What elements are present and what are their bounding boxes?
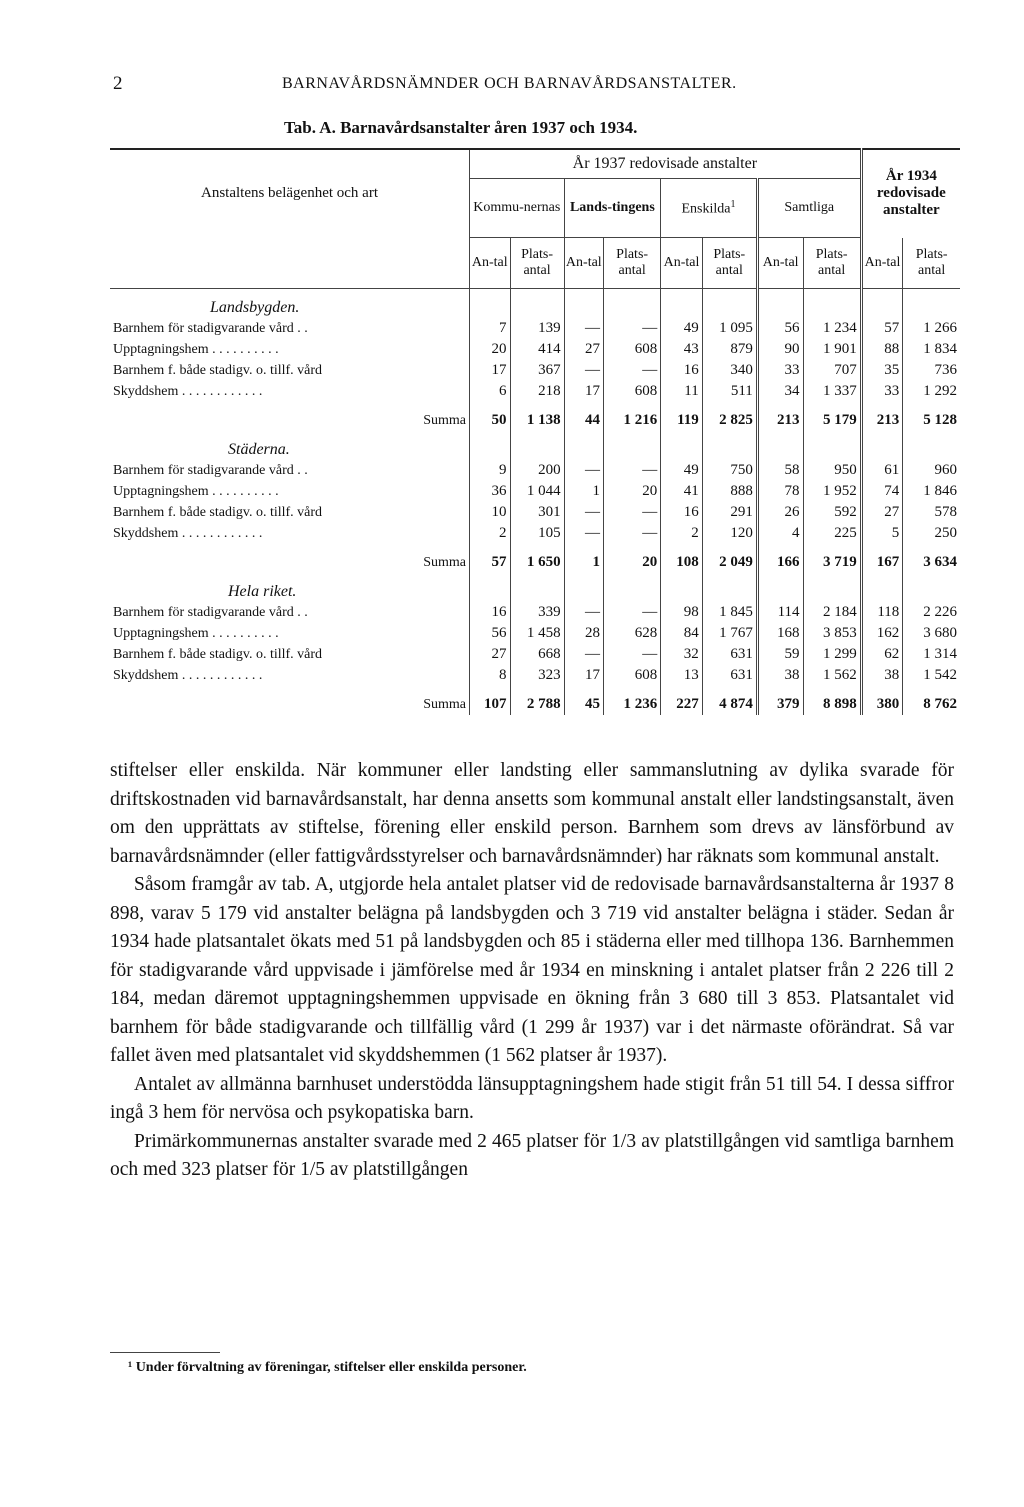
table-cell: — — [564, 360, 603, 381]
table-cell: 17 — [564, 381, 603, 402]
table-cell: 38 — [757, 665, 803, 686]
table-cell: 43 — [661, 339, 703, 360]
table-row — [110, 502, 960, 523]
enskilda-header — [661, 179, 758, 238]
table-cell: 41 — [661, 481, 703, 502]
summa-cell: 8 762 — [903, 686, 960, 715]
table-cell: 114 — [757, 602, 803, 623]
table-row — [110, 360, 960, 381]
summa-cell: 8 898 — [803, 686, 861, 715]
table-cell: 608 — [604, 381, 661, 402]
summa-label: Summa — [423, 696, 467, 712]
page-number: 2 — [113, 73, 123, 94]
table-cell: 1 845 — [702, 602, 757, 623]
antal-header: An-tal — [470, 238, 511, 289]
summa-label: Summa — [423, 554, 467, 570]
table-cell: — — [604, 502, 661, 523]
table-cell: 592 — [803, 502, 861, 523]
summa-cell: 5 128 — [903, 402, 960, 431]
summa-row — [110, 544, 960, 573]
table-cell: 608 — [604, 339, 661, 360]
table-cell: 668 — [510, 644, 564, 665]
table-cell: 628 — [604, 623, 661, 644]
table-cell: 1 299 — [803, 644, 861, 665]
group-1934-header: År 1934 redovisade anstalter — [861, 149, 960, 238]
table-row — [110, 339, 960, 360]
table-cell: 105 — [510, 523, 564, 544]
table-cell: 8 — [470, 665, 511, 686]
row-label: Upptagningshem . . . . . . . . . . — [113, 341, 279, 357]
table-cell: 1 834 — [903, 339, 960, 360]
table-cell: 200 — [510, 460, 564, 481]
paragraph: Antalet av allmänna barnhuset understödda länsupptagningshem hade stigit från 51 till 54. I dessa siffror ingå 3 hem för nervösa och psykopatiska barn. — [110, 1073, 954, 1123]
footnote-marker: 1 — [730, 198, 736, 210]
antal-header: An-tal — [661, 238, 703, 289]
platsantal-header: Plats-antal — [510, 238, 564, 289]
summa-cell: 166 — [757, 544, 803, 573]
table-cell: 90 — [757, 339, 803, 360]
table-row — [110, 523, 960, 544]
summa-cell: 4 874 — [702, 686, 757, 715]
table-cell: — — [604, 318, 661, 339]
table-cell: 61 — [861, 460, 903, 481]
table-cell: 16 — [470, 602, 511, 623]
table-cell: 1 234 — [803, 318, 861, 339]
table-cell: 74 — [861, 481, 903, 502]
table-cell: 88 — [861, 339, 903, 360]
table-cell: 578 — [903, 502, 960, 523]
table-cell: 20 — [604, 481, 661, 502]
group-1937-header: År 1937 redovisade anstalter — [470, 149, 862, 179]
table-cell: 98 — [661, 602, 703, 623]
summa-cell: 380 — [861, 686, 903, 715]
table-cell: 960 — [903, 460, 960, 481]
table-cell: — — [604, 360, 661, 381]
summa-cell: 1 138 — [510, 402, 564, 431]
table-cell: 2 226 — [903, 602, 960, 623]
table-cell: 57 — [861, 318, 903, 339]
table-cell: — — [604, 460, 661, 481]
table-cell: 631 — [702, 644, 757, 665]
samtliga-header: Samtliga — [757, 179, 861, 238]
row-label: Skyddshem . . . . . . . . . . . . — [113, 667, 263, 683]
table-cell: 1 337 — [803, 381, 861, 402]
antal-header: An-tal — [861, 238, 903, 289]
table-cell: 13 — [661, 665, 703, 686]
table-cell: 1 266 — [903, 318, 960, 339]
table-row — [110, 602, 960, 623]
summa-cell: 2 049 — [702, 544, 757, 573]
table-row — [110, 623, 960, 644]
table-cell: 340 — [702, 360, 757, 381]
table-cell: 736 — [903, 360, 960, 381]
summa-cell: 3 634 — [903, 544, 960, 573]
table-cell: 9 — [470, 460, 511, 481]
summa-cell: 227 — [661, 686, 703, 715]
table-cell: 168 — [757, 623, 803, 644]
table-cell: 250 — [903, 523, 960, 544]
table-cell: 218 — [510, 381, 564, 402]
table-cell: 301 — [510, 502, 564, 523]
summa-cell: 45 — [564, 686, 603, 715]
table-cell: 49 — [661, 318, 703, 339]
table-cell: 1 095 — [702, 318, 757, 339]
table-body — [110, 289, 960, 716]
section-heading: Städerna. — [228, 440, 290, 458]
summa-cell: 167 — [861, 544, 903, 573]
table-cell: 1 542 — [903, 665, 960, 686]
platsantal-header: Plats-antal — [604, 238, 661, 289]
paragraph: stiftelser eller enskilda. När kommuner eller landsting eller sammanslutning av dylika svarade för driftskostnaden vid barnavårdsanstalt, har denna ansetts som kommunal anstalt eller landstingsanstalt, även om den upprättats av stiftelse, förening eller enskild person. Barnhem som drevs av länsförbund av barnavårdsnämnder (eller fattigvårdsstyrelser och barnavårdsnämnder) har räknats som kommunal anstalt. — [110, 760, 954, 867]
row-label: Upptagningshem . . . . . . . . . . — [113, 483, 279, 499]
row-label: Skyddshem . . . . . . . . . . . . — [113, 525, 263, 541]
table-cell: 36 — [470, 481, 511, 502]
table-cell: — — [604, 602, 661, 623]
table-cell: — — [564, 502, 603, 523]
table-cell: 58 — [757, 460, 803, 481]
row-label: Barnhem f. både stadigv. o. tillf. vård — [113, 362, 323, 378]
table-cell: 28 — [564, 623, 603, 644]
summa-cell: 50 — [470, 402, 511, 431]
table-cell: 1 767 — [702, 623, 757, 644]
kommunernas-header: Kommu-nernas — [470, 179, 565, 238]
table-cell: 17 — [470, 360, 511, 381]
platsantal-header: Plats-antal — [803, 238, 861, 289]
table-cell: 56 — [757, 318, 803, 339]
table-row — [110, 460, 960, 481]
table-title: Tab. A. Barnavårdsanstalter åren 1937 och 1934. — [284, 118, 638, 137]
table-cell: 27 — [861, 502, 903, 523]
summa-cell: 1 216 — [604, 402, 661, 431]
table-cell: 56 — [470, 623, 511, 644]
summa-cell: 1 236 — [604, 686, 661, 715]
table-cell: 139 — [510, 318, 564, 339]
table-cell: 32 — [661, 644, 703, 665]
summa-cell: 5 179 — [803, 402, 861, 431]
table-row — [110, 481, 960, 502]
table-cell: 1 458 — [510, 623, 564, 644]
table-cell: 879 — [702, 339, 757, 360]
table-cell: 16 — [661, 360, 703, 381]
landstingens-header: Lands-tingens — [564, 179, 661, 238]
summa-cell: 2 825 — [702, 402, 757, 431]
table-cell: 750 — [702, 460, 757, 481]
table-cell: 1 846 — [903, 481, 960, 502]
table-cell: 631 — [702, 665, 757, 686]
antal-header: An-tal — [757, 238, 803, 289]
table-cell: — — [564, 644, 603, 665]
table-cell: 608 — [604, 665, 661, 686]
row-label: Barnhem för stadigvarande vård . . — [113, 604, 308, 620]
summa-cell: 3 719 — [803, 544, 861, 573]
table-cell: 323 — [510, 665, 564, 686]
table-cell: 950 — [803, 460, 861, 481]
footnote: ¹ Under förvaltning av föreningar, stiftelser eller enskilda personer. — [128, 1360, 527, 1375]
table-cell: 33 — [757, 360, 803, 381]
summa-label: Summa — [423, 412, 467, 428]
running-header: BARNAVÅRDSNÄMNDER OCH BARNAVÅRDSANSTALTER. — [282, 75, 737, 92]
table-cell: — — [604, 523, 661, 544]
table-cell: 3 853 — [803, 623, 861, 644]
table-cell: 59 — [757, 644, 803, 665]
table-cell: 120 — [702, 523, 757, 544]
summa-cell: 2 788 — [510, 686, 564, 715]
table-cell: 4 — [757, 523, 803, 544]
row-label: Upptagningshem . . . . . . . . . . — [113, 625, 279, 641]
row-label: Barnhem för stadigvarande vård . . — [113, 320, 308, 336]
row-label: Skyddshem . . . . . . . . . . . . — [113, 383, 263, 399]
table-cell: — — [604, 644, 661, 665]
summa-cell: 57 — [470, 544, 511, 573]
table-row — [110, 381, 960, 402]
table-cell: 34 — [757, 381, 803, 402]
platsantal-header: Plats-antal — [903, 238, 960, 289]
table-cell: 1 — [564, 481, 603, 502]
table-cell: 33 — [861, 381, 903, 402]
summa-cell: 108 — [661, 544, 703, 573]
summa-cell: 213 — [861, 402, 903, 431]
table-cell: 38 — [861, 665, 903, 686]
table-cell: — — [564, 460, 603, 481]
table-cell: 1 314 — [903, 644, 960, 665]
summa-cell: 1 650 — [510, 544, 564, 573]
footnote-rule — [110, 1352, 220, 1353]
table-cell: 16 — [661, 502, 703, 523]
table-cell: 1 044 — [510, 481, 564, 502]
table-cell: 17 — [564, 665, 603, 686]
table-row — [110, 318, 960, 339]
summa-cell: 119 — [661, 402, 703, 431]
row-label: Barnhem f. både stadigv. o. tillf. vård — [113, 504, 323, 520]
table-cell: — — [564, 523, 603, 544]
table-cell: 511 — [702, 381, 757, 402]
antal-header: An-tal — [564, 238, 603, 289]
summa-cell: 20 — [604, 544, 661, 573]
table-cell: — — [564, 602, 603, 623]
table-cell: 78 — [757, 481, 803, 502]
enskilda-label: Enskilda — [681, 201, 731, 217]
table-cell: 2 — [470, 523, 511, 544]
platsantal-header: Plats-antal — [702, 238, 757, 289]
data-table — [110, 148, 960, 715]
table-cell: 707 — [803, 360, 861, 381]
table-cell: 225 — [803, 523, 861, 544]
table-cell: 5 — [861, 523, 903, 544]
paragraph: Såsom framgår av tab. A, utgjorde hela antalet platser vid de redovisade barnavårdsanstalterna år 1937 8 898, varav 5 179 vid anstalter belägna på landsbygden och 3 719 vid anstalter belägna i städer. Sedan år 1934 hade platsantalet ökats med 51 på landsbygden och 85 i städerna eller med tillhopa 136. Barnhemmen för stadigvarande vård uppvisade i jämförelse med år 1934 en minskning i antalet platser från 2 226 till 2 184, medan däremot upptagningshemmen uppvisade en ökning från 3 680 till 3 853. Platsantalet vid barnhem för både stadigvarande och tillfällig vård (1 299 år 1937) var i det närmaste oförändrat. Så var fallet även med platsantalet vid skyddshemmen (1 562 platser år 1937). — [110, 874, 954, 1066]
table-cell: 6 — [470, 381, 511, 402]
table-cell: 1 292 — [903, 381, 960, 402]
table-cell: 26 — [757, 502, 803, 523]
body-text — [110, 757, 954, 1185]
table-cell: 118 — [861, 602, 903, 623]
table-cell: 11 — [661, 381, 703, 402]
table-cell: 49 — [661, 460, 703, 481]
summa-cell: 379 — [757, 686, 803, 715]
section-heading: Hela riket. — [228, 582, 297, 600]
table-cell: 3 680 — [903, 623, 960, 644]
table-cell: 291 — [702, 502, 757, 523]
table-cell: 62 — [861, 644, 903, 665]
table-cell: 27 — [564, 339, 603, 360]
table-cell: 10 — [470, 502, 511, 523]
table-cell: 162 — [861, 623, 903, 644]
table-cell: 7 — [470, 318, 511, 339]
paragraph: Primärkommunernas anstalter svarade med 2 465 platser för 1/3 av platstillgången vid samtliga barnhem och med 323 platser för 1/5 av platstillgången — [110, 1130, 954, 1180]
table-cell: 888 — [702, 481, 757, 502]
table-cell: — — [564, 318, 603, 339]
table-cell: 2 — [661, 523, 703, 544]
row-label-header: Anstaltens belägenhet och art — [200, 185, 379, 202]
table-cell: 20 — [470, 339, 511, 360]
section-heading: Landsbygden. — [210, 298, 300, 316]
summa-row — [110, 402, 960, 431]
table-cell: 339 — [510, 602, 564, 623]
table-cell: 2 184 — [803, 602, 861, 623]
summa-row — [110, 686, 960, 715]
summa-cell: 1 — [564, 544, 603, 573]
table-cell: 1 562 — [803, 665, 861, 686]
table-cell: 35 — [861, 360, 903, 381]
table-cell: 367 — [510, 360, 564, 381]
table-row — [110, 644, 960, 665]
row-label: Barnhem för stadigvarande vård . . — [113, 462, 308, 478]
table-cell: 84 — [661, 623, 703, 644]
row-label: Barnhem f. både stadigv. o. tillf. vård — [113, 646, 323, 662]
summa-cell: 213 — [757, 402, 803, 431]
table-cell: 414 — [510, 339, 564, 360]
summa-cell: 107 — [470, 686, 511, 715]
table-row — [110, 665, 960, 686]
table-cell: 1 952 — [803, 481, 861, 502]
summa-cell: 44 — [564, 402, 603, 431]
table-cell: 27 — [470, 644, 511, 665]
table-cell: 1 901 — [803, 339, 861, 360]
